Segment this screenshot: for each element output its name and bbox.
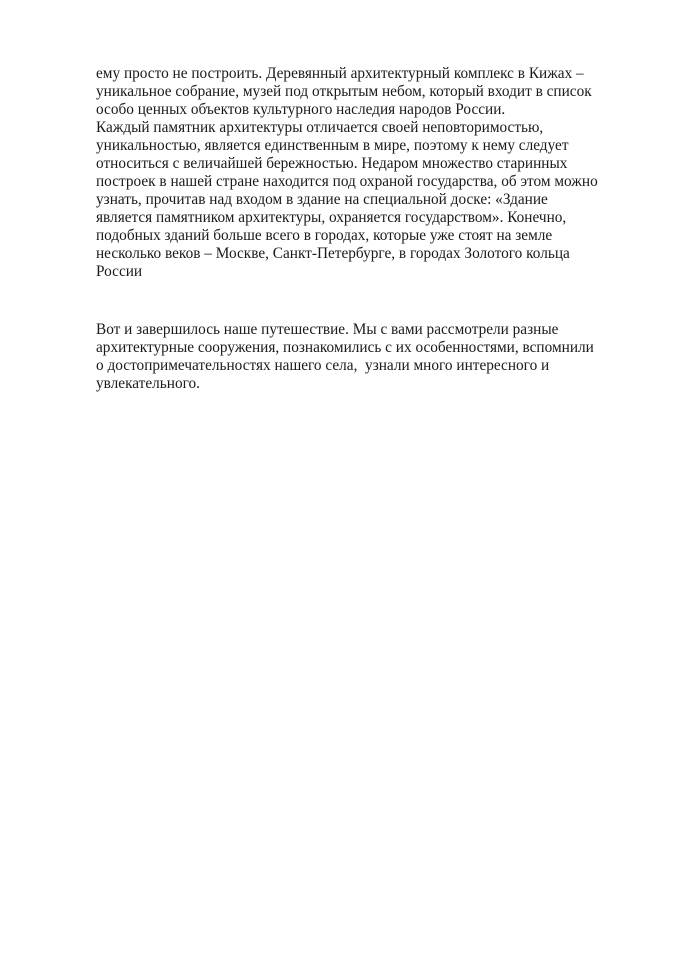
text-line: Вот и завершилось наше путешествие. Мы с вами рассмотрели разные: [96, 321, 559, 338]
text-line: увлекательного.: [96, 375, 200, 392]
text-line: узнать, прочитав над входом в здание на специальной доске: «Здание: [96, 191, 548, 208]
text-line: Каждый памятник архитектуры отличается своей неповторимостью,: [96, 119, 544, 136]
text-line: подобных зданий больше всего в городах, которые уже стоят на земле: [96, 227, 553, 244]
text-line: относиться с величайшей бережностью. Недаром множество старинных: [96, 155, 568, 172]
text-line: России: [96, 263, 143, 280]
text-line: несколько веков – Москве, Санкт-Петербурге, в городах Золотого кольца: [96, 245, 570, 262]
paragraph-conclusion: [96, 321, 636, 393]
text-line: особо ценных объектов культурного наследия народов России.: [96, 101, 506, 118]
text-line: построек в нашей стране находится под охраной государства, об этом можно: [96, 173, 598, 190]
text-line: о достопримечательностях нашего села, узнали много интересного и: [96, 357, 550, 374]
paragraph-kizhi-monuments: [96, 65, 636, 281]
text-line: архитектурные сооружения, познакомились с их особенностями, вспомнили: [96, 339, 594, 356]
text-line: ему просто не построить. Деревянный архитектурный комплекс в Кижах –: [96, 65, 584, 82]
text-line: уникальное собрание, музей под открытым небом, который входит в список: [96, 83, 592, 100]
text-line: уникальностью, является единственным в мире, поэтому к нему следует: [96, 137, 569, 154]
text-line: является памятником архитектуры, охраняется государством». Конечно,: [96, 209, 567, 226]
